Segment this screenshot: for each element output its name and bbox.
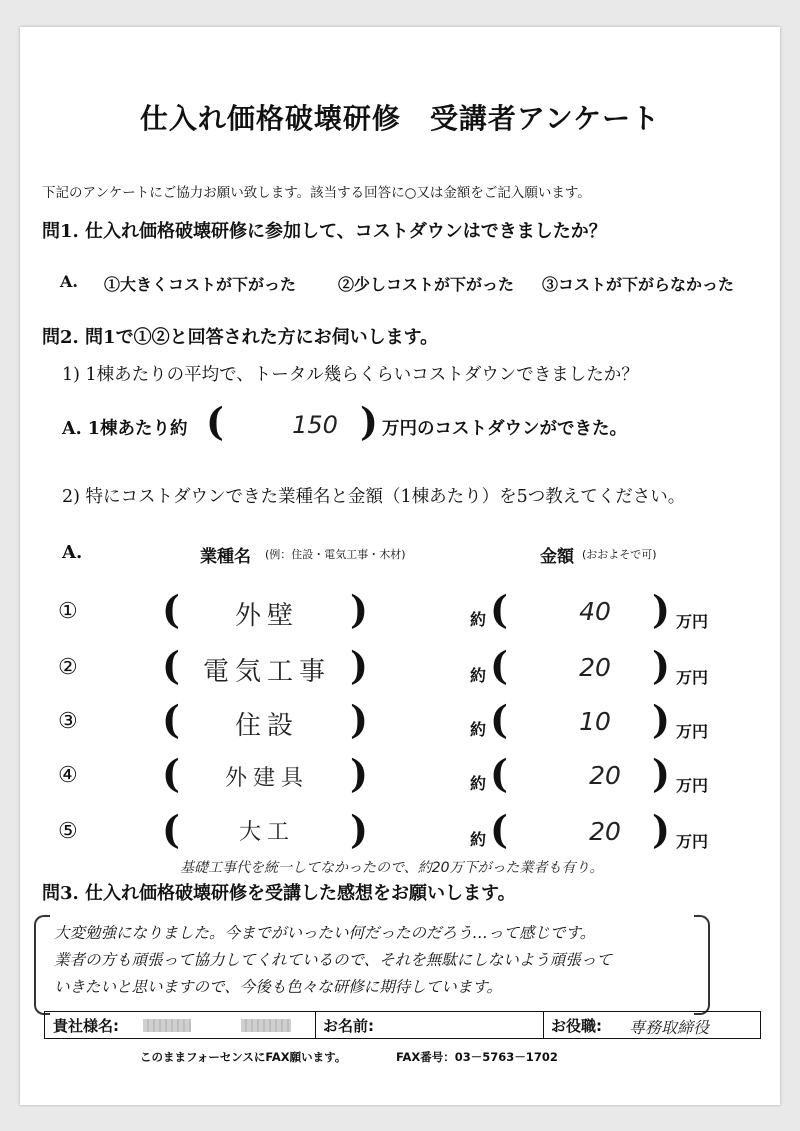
- close-paren: ): [350, 587, 368, 632]
- unit-label: 万円: [676, 668, 709, 687]
- col-trade-example: (例：住設・電気工事・木材): [265, 548, 406, 561]
- open-paren: (: [490, 587, 508, 632]
- a1-close-paren: ): [360, 399, 378, 444]
- divider: [543, 1012, 544, 1038]
- company-name-redacted-2: [241, 1019, 291, 1032]
- close-paren: ): [350, 643, 368, 688]
- intro-text: 下記のアンケートにご協力お願い致します。該当する回答に○又は金額をご記入願います。: [42, 185, 591, 201]
- role-value[interactable]: 専務取締役: [629, 1018, 710, 1037]
- q1-option-1[interactable]: ①大きくコストが下がった: [104, 275, 297, 294]
- q2-a1-suffix: 万円のコストダウンができた。: [382, 419, 627, 439]
- close-paren: ): [652, 751, 670, 796]
- company-name-redacted: [143, 1019, 191, 1032]
- open-paren: (: [490, 643, 508, 688]
- q2-answer-label: A.: [62, 542, 83, 563]
- q1-answer-label: A.: [60, 272, 78, 291]
- open-paren: (: [162, 643, 180, 688]
- close-paren: ): [350, 807, 368, 852]
- close-paren: ): [652, 643, 670, 688]
- q2-question: 問2. 問1で①②と回答された方にお伺いします。: [42, 327, 439, 348]
- approx-label: 約: [470, 666, 487, 685]
- comment-line-3: いきたいと思いますので、今後も色々な研修に期待しています。: [54, 978, 502, 996]
- q2-sub2: 2) 特にコストダウンできた業種名と金額（1棟あたり）を5つ教えてください。: [62, 487, 686, 507]
- approx-label: 約: [470, 720, 487, 739]
- handwritten-note: 基礎工事代を統一してなかったので、約20万下がった業者も有り。: [180, 860, 604, 876]
- comment-line-1: 大変勉強になりました。今までがいったい何だったのだろう…って感じです。: [54, 924, 596, 942]
- row-number: ④: [58, 763, 78, 788]
- open-paren: (: [490, 807, 508, 852]
- row-number: ②: [58, 655, 78, 680]
- amount-value[interactable]: 20: [589, 761, 621, 790]
- trade-name[interactable]: 大工: [238, 820, 295, 845]
- open-paren: (: [162, 807, 180, 852]
- comment-area[interactable]: [34, 915, 710, 1011]
- q2-sub1: 1) 1棟あたりの平均で、トータル幾らくらいコストダウンできましたか？: [62, 365, 639, 385]
- open-paren: (: [490, 751, 508, 796]
- trade-name[interactable]: 外壁: [234, 601, 299, 631]
- close-paren: ): [350, 697, 368, 742]
- q3-question: 問3. 仕入れ価格破壊研修を受講した感想をお願いします。: [42, 883, 516, 904]
- col-trade-header: 業種名: [200, 547, 251, 567]
- q2-a1-prefix: A. 1棟あたり約: [62, 419, 188, 439]
- unit-label: 万円: [676, 722, 709, 741]
- open-paren: (: [162, 751, 180, 796]
- unit-label: 万円: [676, 776, 709, 795]
- col-amount-header: 金額: [540, 547, 574, 567]
- open-paren: (: [162, 587, 180, 632]
- company-label: 貴社様名:: [53, 1017, 119, 1035]
- name-label: お名前:: [323, 1017, 374, 1035]
- page-title: 仕入れ価格破壊研修 受講者アンケート: [139, 102, 661, 135]
- close-paren: ): [652, 587, 670, 632]
- approx-label: 約: [470, 774, 487, 793]
- amount-value[interactable]: 10: [579, 707, 611, 736]
- open-paren: (: [162, 697, 180, 742]
- fax-number: FAX番号：03－5763－1702: [396, 1050, 558, 1064]
- close-paren: ): [350, 751, 368, 796]
- row-number: ⑤: [58, 819, 78, 844]
- a1-open-paren: (: [206, 399, 224, 444]
- amount-value[interactable]: 20: [579, 653, 611, 682]
- comment-bracket-left: [34, 915, 50, 1015]
- comment-line-2: 業者の方も頑張って協力してくれているので、それを無駄にしないよう頑張って: [54, 951, 612, 969]
- approx-label: 約: [470, 830, 487, 849]
- close-paren: ): [652, 807, 670, 852]
- respondent-info-bar: [44, 1011, 761, 1039]
- row-number: ①: [58, 599, 78, 624]
- trade-name[interactable]: 住設: [234, 711, 299, 741]
- amount-value[interactable]: 40: [579, 597, 611, 626]
- col-amount-note: (おおよそで可): [582, 548, 657, 561]
- trade-name[interactable]: 電気工事: [202, 657, 331, 687]
- divider: [315, 1012, 316, 1038]
- a1-value[interactable]: 150: [292, 411, 338, 439]
- unit-label: 万円: [676, 832, 709, 851]
- survey-sheet: [20, 27, 780, 1105]
- role-label: お役職:: [551, 1017, 602, 1035]
- comment-bracket-right: [694, 915, 710, 1015]
- open-paren: (: [490, 697, 508, 742]
- amount-value[interactable]: 20: [589, 817, 621, 846]
- q1-question: 問1. 仕入れ価格破壊研修に参加して、コストダウンはできましたか？: [42, 221, 607, 242]
- approx-label: 約: [470, 610, 487, 629]
- q1-option-3[interactable]: ③コストが下がらなかった: [542, 275, 735, 294]
- trade-name[interactable]: 外建具: [224, 766, 309, 791]
- unit-label: 万円: [676, 612, 709, 631]
- q1-option-2[interactable]: ②少しコストが下がった: [338, 275, 515, 294]
- close-paren: ): [652, 697, 670, 742]
- row-number: ③: [58, 709, 78, 734]
- fax-note: このままフォーセンスにFAX願います。: [140, 1050, 347, 1064]
